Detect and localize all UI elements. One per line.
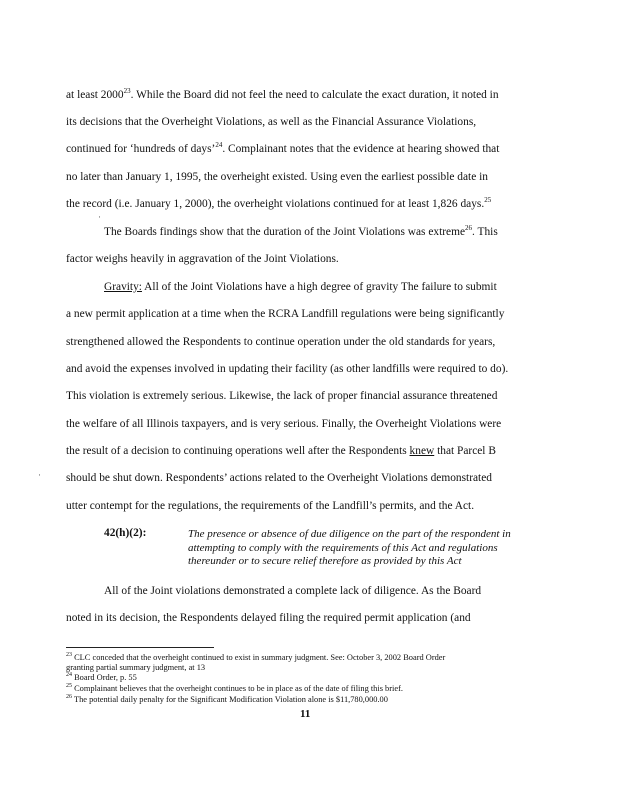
- paragraph-line: the record (i.e. January 1, 2000), the overheight violations continued for at least 1,826 days.$^{25}$: [66, 196, 492, 210]
- paragraph-line: This violation is extremely serious. Likewise, the lack of proper financial assurance threatened: [66, 390, 498, 402]
- paragraph-line: its decisions that the Overheight Violations, as well as the Financial Assurance Violations,: [66, 116, 477, 128]
- paragraph-line: The Boards findings show that the duration of the Joint Violations was extreme$^{26}$. This: [104, 224, 498, 238]
- footnote: $^{26}$ The potential daily penalty for the Significant Modification Violation alone is $11,780,000.00: [66, 694, 388, 704]
- paragraph-line: continued for ‘hundreds of days’$^{24}$. Complainant notes that the evidence at hearing showed that: [66, 141, 500, 155]
- paragraph-line: utter contempt for the regulations, the requirements of the Landfill’s permits, and the Act.: [66, 500, 475, 512]
- paragraph-line: and avoid the expenses involved in updating their facility (as other landfills were required to do).: [66, 363, 509, 375]
- footnote-ref: 25: [484, 196, 492, 205]
- footnote-ref: 23: [123, 87, 131, 96]
- footnote: granting partial summary judgment, at 13: [66, 663, 206, 672]
- statute-quote: The presence or absence of due diligence on the part of the respondent in attempting to comply with the requirements of this Act and regulations thereunder or to secure relief therefore as provided by this Act: [188, 528, 511, 567]
- footnote: $^{25}$ Complainant believes that the overheight continues to be in place as of the date of filing this brief.: [66, 683, 403, 693]
- paragraph-line: a new permit application at a time when the RCRA Landfill regulations were being significantly: [66, 308, 505, 320]
- paragraph-line: strengthened allowed the Respondents to continue operation under the old standards for years,: [66, 336, 496, 348]
- paragraph-line: should be shut down. Respondents’ actions related to the Overheight Violations demonstrated: [66, 472, 492, 484]
- footnote: $^{23}$ CLC conceded that the overheight continued to exist in summary judgment. See: October 3, 2002 Board Order: [66, 652, 446, 662]
- paragraph-line: at least 2000$^{23}$. While the Board did not feel the need to calculate the exact duration, it noted in: [66, 87, 499, 101]
- scan-mark: ·: [38, 470, 41, 480]
- footnote-ref: 26: [465, 224, 473, 233]
- footnote: $^{24}$ Board Order, p. 55: [66, 672, 137, 682]
- gravity-heading: Gravity:: [104, 281, 142, 293]
- footnote-ref: 24: [215, 141, 223, 150]
- scan-mark: ·: [98, 212, 101, 222]
- paragraph-line: All of the Joint violations demonstrated a complete lack of diligence. As the Board: [104, 585, 482, 597]
- paragraph-line: Gravity: All of the Joint Violations have a high degree of gravity The failure to submit: [104, 281, 497, 293]
- paragraph-line: noted in its decision, the Respondents delayed filing the required permit application (and: [66, 612, 471, 624]
- paragraph-line: the result of a decision to continuing operations well after the Respondents knew that Parcel B: [66, 445, 496, 457]
- statute-citation: 42(h)(2):: [104, 527, 147, 539]
- paragraph-line: the welfare of all Illinois taxpayers, and is very serious. Finally, the Overheight Violations were: [66, 418, 502, 430]
- footnote-divider: [66, 647, 214, 648]
- paragraph-line: no later than January 1, 1995, the overheight existed. Using even the earliest possible date in: [66, 171, 488, 183]
- paragraph-line: factor weighs heavily in aggravation of the Joint Violations.: [66, 253, 339, 265]
- page-number: 11: [300, 708, 311, 720]
